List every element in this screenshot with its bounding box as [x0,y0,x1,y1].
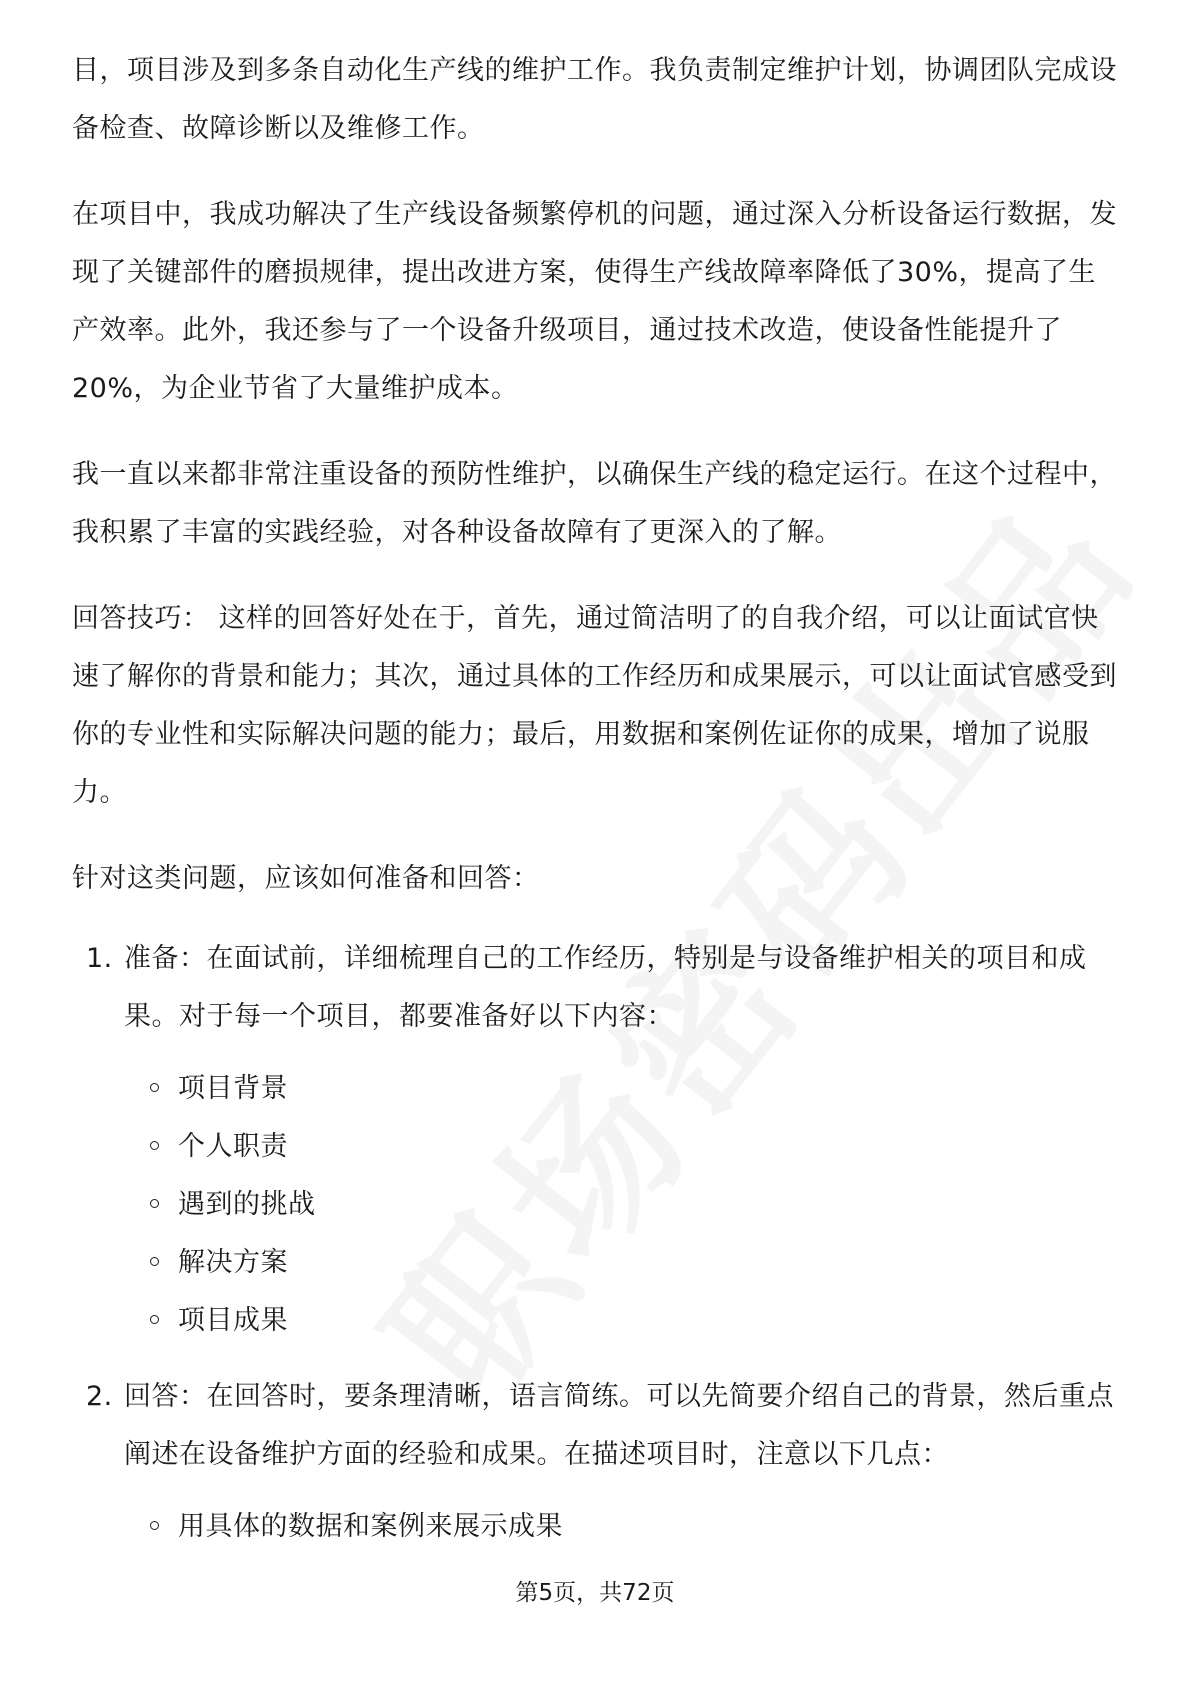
sub-list-item-label: 项目成果 [178,1305,288,1336]
list-number: 2. [86,1381,113,1412]
paragraph-question-intro: 针对这类问题，应该如何准备和回答： [72,863,540,894]
bullet-icon [150,1083,159,1092]
sub-list-item-label: 项目背景 [178,1073,288,1104]
bullet-icon [150,1199,159,1208]
sub-list [72,1060,1122,1350]
bullet-icon [150,1141,159,1150]
paragraph-2: 在项目中，我成功解决了生产线设备频繁停机的问题，通过深入分析设备运行数据，发现了关键部件的磨损规律，提出改进方案，使得生产线故障率降低了30%，提高了生产效率。此外，我还参与了一个设备升级项目，通过技术改造，使设备性能提升了20%，为企业节省了大量维护成本。 [72,199,1117,404]
list-item-text [72,1368,1122,1484]
bullet-icon [150,1257,159,1266]
list-item-body: 回答：在回答时，要条理清晰，语言简练。可以先简要介绍自己的背景，然后重点阐述在设备维护方面的经验和成果。在描述项目时，注意以下几点： [124,1381,1114,1470]
list-item [72,1368,1122,1556]
paragraph-answer-tips: 回答技巧： 这样的回答好处在于，首先，通过简洁明了的自我介绍，可以让面试官快速了解你的背景和能力；其次，通过具体的工作经历和成果展示，可以让面试官感受到你的专业性和实际解决问题的能力；最后，用数据和案例佐证你的成果，增加了说服力。 [72,603,1117,808]
page-footer: 第5页，共72页 [515,1580,675,1606]
sub-list-item [72,1118,1122,1176]
list-item-body: 准备：在面试前，详细梳理自己的工作经历，特别是与设备维护相关的项目和成果。对于每一个项目，都要准备好以下内容： [124,943,1087,1032]
sub-list-item [72,1176,1122,1234]
list-item-text [72,930,1122,1046]
sub-list-item [72,1292,1122,1350]
sub-list-item-label: 个人职责 [178,1131,288,1162]
sub-list-item [72,1060,1122,1118]
sub-list [72,1498,1122,1556]
document-body [72,42,1122,1574]
sub-list-item [72,1234,1122,1292]
paragraph-1: 目，项目涉及到多条自动化生产线的维护工作。我负责制定维护计划，协调团队完成设备检查、故障诊断以及维修工作。 [72,55,1117,144]
sub-list-item-label: 解决方案 [178,1247,288,1278]
ordered-list [72,930,1122,1556]
list-number: 1. [86,943,113,974]
bullet-icon [150,1315,159,1324]
sub-list-item [72,1498,1122,1556]
sub-list-item-label: 遇到的挑战 [178,1189,316,1220]
list-item [72,930,1122,1350]
bullet-icon [150,1521,159,1530]
paragraph-3: 我一直以来都非常注重设备的预防性维护，以确保生产线的稳定运行。在这个过程中，我积累了丰富的实践经验，对各种设备故障有了更深入的了解。 [72,459,1117,548]
sub-list-item-label: 用具体的数据和案例来展示成果 [178,1511,563,1542]
